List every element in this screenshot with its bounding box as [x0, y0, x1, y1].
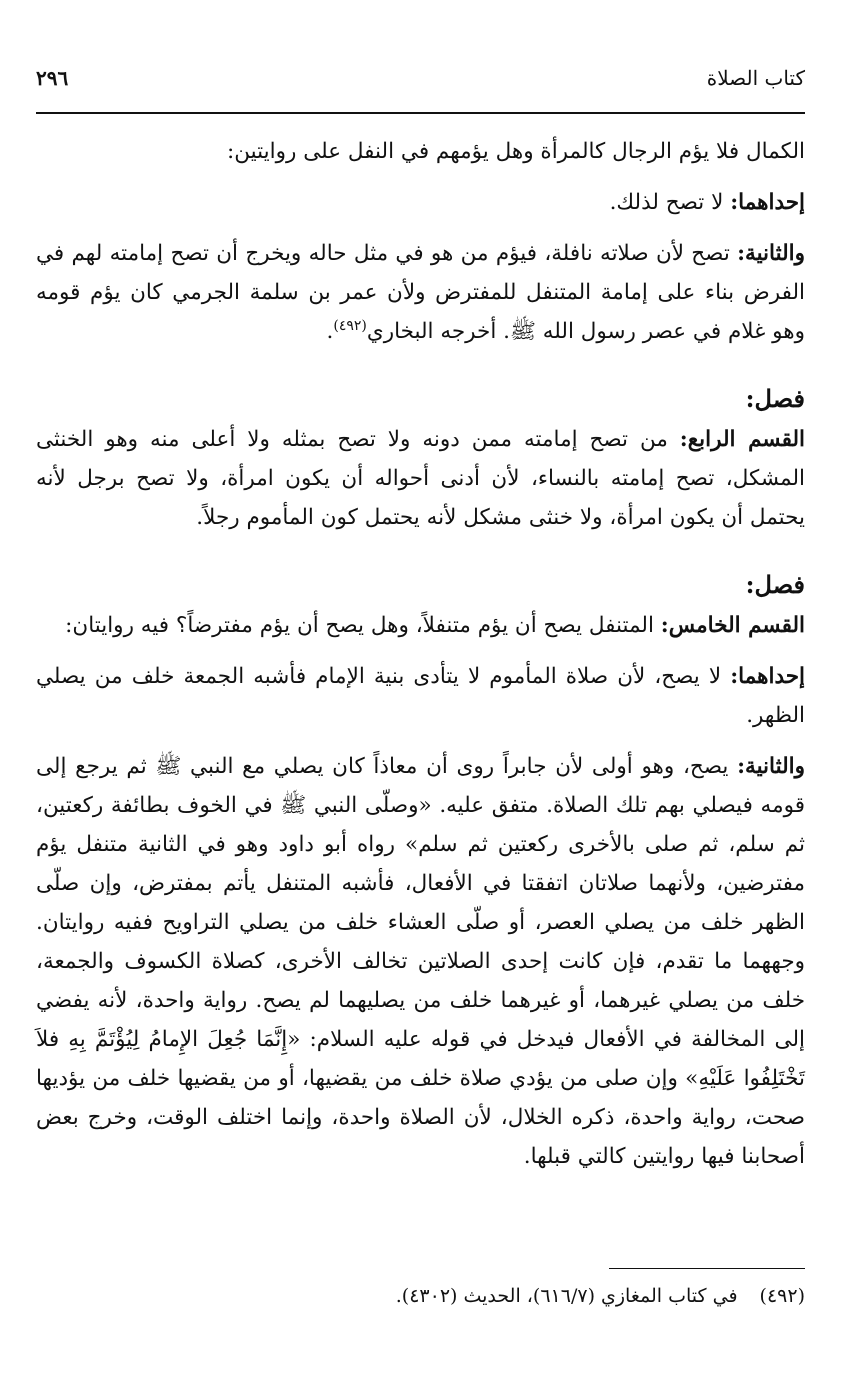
- paragraph-7-label: والثانية:: [737, 754, 805, 779]
- fasl-heading-2: فصل:: [745, 570, 805, 599]
- paragraph-6: [36, 657, 805, 735]
- fasl-heading-1: فصل:: [745, 384, 805, 413]
- paragraph-7-text: يصح، وهو أولى لأن جابراً روى أن معاذاً كان يصلي مع النبي ﷺ ثم يرجع إلى قومه فيصلي بهم تلك الصلاة. متفق عليه. «وصلّى النبي ﷺ في الخوف بطائفة ركعتين، ثم سلم، ثم صلى بالأخرى ركعتين ثم سلم» رواه أبو داود وهو في الثانية متنفل يؤم مفترضين، ولأنهما صلاتان اتفقتا في الأفعال، فأشبه المتنفل يأتم بمفترض، وإن صلّى الظهر خلف من يصلي العصر، أو صلّى العشاء خلف من يصلي التراويح ففيه روايتان. وجههما ما تقدم، فإن كانت إحدى الصلاتين تخالف الأخرى، كصلاة الكسوف والجمعة، خلف من يصلي غيرهما، أو غيرهما خلف من يصليهما لم يصح. رواية واحدة، لأنه يفضي إلى المخالفة في الأفعال فيدخل في قوله عليه السلام: «إِنَّمَا جُعِلَ الإِمامُ لِيُؤْتَمَّ بِهِ فلاَ تَخْتَلِفُوا عَلَيْهِ» وإن صلى من يؤدي صلاة خلف من يقضيها، أو من يقضيها خلف من يؤديها صحت، رواية واحدة، ذكره الخلال، لأن الصلاة واحدة، وإنما اختلف الوقت، وخرج بعض أصحابنا فيها روايتين كالتي قبلها.: [36, 754, 805, 1169]
- footnote-number: (٤٩٢): [759, 1285, 805, 1307]
- footnote: [36, 1280, 805, 1312]
- page-number: ٢٩٦: [36, 66, 69, 90]
- header-rule: [36, 112, 805, 114]
- section-heading-2: [36, 565, 805, 606]
- running-header: [36, 58, 805, 98]
- paragraph-2-label: إحداهما:: [730, 190, 805, 215]
- footnote-text: في كتاب المغازي (٦١٦/٧)، الحديث (٤٣٠٢).: [395, 1285, 738, 1307]
- paragraph-4: [36, 420, 805, 537]
- paragraph-3-label: والثانية:: [737, 241, 805, 266]
- main-text: [36, 132, 805, 1176]
- paragraph-5: [36, 606, 805, 645]
- paragraph-7: [36, 747, 805, 1176]
- section-heading-1: [36, 379, 805, 420]
- paragraph-3: [36, 234, 805, 351]
- paragraph-1-text: الكمال فلا يؤم الرجال كالمرأة وهل يؤمهم في النفل على روايتين:: [227, 139, 805, 164]
- book-title: كتاب الصلاة: [706, 66, 805, 90]
- paragraph-2-text: لا تصح لذلك.: [609, 190, 731, 215]
- footnote-ref[interactable]: (٤٩٢): [333, 317, 367, 334]
- paragraph-3-end: .: [326, 319, 334, 344]
- footnote-rule: [609, 1268, 805, 1269]
- paragraph-4-text: من تصح إمامته ممن دونه ولا تصح بمثله ولا أعلى منه وهو الخنثى المشكل، تصح إمامته بالنساء، لأن أدنى أحواله أن يكون امرأة، ولا تصح برجل لأنه يحتمل أن يكون امرأة، ولا خنثى مشكل لأنه يحتمل كون المأموم رجلاً.: [36, 427, 805, 530]
- paragraph-2: [36, 183, 805, 222]
- paragraph-1: [36, 132, 805, 171]
- paragraph-5-label: القسم الخامس:: [660, 613, 805, 638]
- paragraph-5-text: المتنفل يصح أن يؤم متنفلاً، وهل يصح أن يؤم مفترضاً؟ فيه روايتان:: [65, 613, 661, 638]
- paragraph-4-label: القسم الرابع:: [679, 427, 805, 452]
- paragraph-3-text: تصح لأن صلاته نافلة، فيؤم من هو في مثل حاله ويخرج أن تصح إمامته لهم في الفرض بناء على إمامة المتنفل للمفترض ولأن عمر بن سلمة الجرمي كان يؤم قومه وهو غلام في عصر رسول الله ﷺ. أخرجه البخاري: [36, 241, 805, 344]
- paragraph-6-label: إحداهما:: [730, 664, 805, 689]
- paragraph-6-text: لا يصح، لأن صلاة المأموم لا يتأدى بنية الإمام فأشبه الجمعة خلف من يصلي الظهر.: [36, 664, 805, 728]
